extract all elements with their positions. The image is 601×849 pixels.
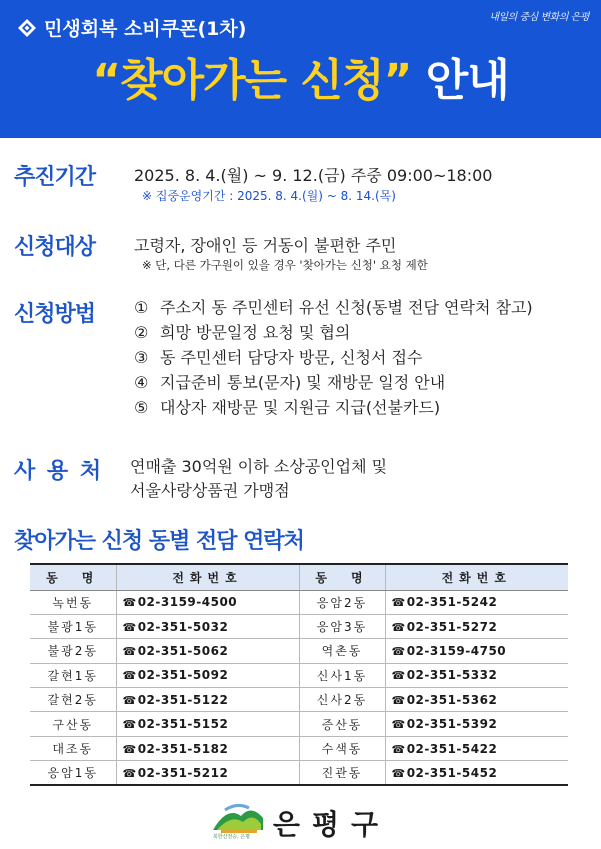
- page-title: [0, 44, 601, 108]
- title-tail: 안내: [411, 55, 509, 106]
- dong-cell: 신사1동: [299, 663, 385, 687]
- method-steps: [134, 295, 533, 420]
- method-step: ③ 동 주민센터 담당자 방문, 신청서 접수: [134, 348, 423, 367]
- eunpyeong-mountain-logo-icon: [211, 800, 265, 846]
- phone-icon: ☎: [122, 620, 137, 634]
- col-phone-header: 전화번호: [116, 564, 299, 590]
- usage-line2: 서울사랑상품권 가맹점: [130, 481, 290, 500]
- phone-icon: ☎: [122, 669, 137, 683]
- method-step: ② 희망 방문일정 요청 및 협의: [134, 323, 351, 342]
- phone-icon: ☎: [391, 718, 406, 732]
- target-label: 신청대상: [14, 235, 96, 260]
- phone-cell: ☎02-351-5032: [116, 614, 299, 638]
- phone-icon: ☎: [122, 766, 137, 780]
- phone-cell: ☎02-351-5242: [385, 590, 568, 614]
- method-label: 신청방법: [14, 302, 96, 327]
- phone-icon: ☎: [391, 644, 406, 658]
- phone-icon: ☎: [391, 693, 406, 707]
- usage-label: 사 용 처: [14, 459, 104, 484]
- col-dong-header: 동 명: [299, 564, 385, 590]
- phone-cell: ☎02-351-5182: [116, 736, 299, 760]
- district-name: 은평구: [272, 808, 391, 841]
- phone-icon: ☎: [391, 742, 406, 756]
- phone-icon: ☎: [391, 620, 406, 634]
- dong-cell: 대조동: [30, 736, 116, 760]
- dong-cell: 수색동: [299, 736, 385, 760]
- col-phone-header: 전화번호: [385, 564, 568, 590]
- phone-cell: ☎02-351-5212: [116, 761, 299, 785]
- table-row: [30, 639, 568, 663]
- phone-cell: ☎02-351-5122: [116, 688, 299, 712]
- phone-cell: ☎02-351-5272: [385, 614, 568, 638]
- method-step: ④ 지급준비 통보(문자) 및 재방문 일정 안내: [134, 373, 446, 392]
- phone-cell: ☎02-351-5092: [116, 663, 299, 687]
- dong-cell: 응암2동: [299, 590, 385, 614]
- phone-icon: ☎: [391, 766, 406, 780]
- phone-icon: ☎: [122, 596, 137, 610]
- header-banner: [0, 0, 601, 138]
- header-subtitle: [18, 14, 246, 41]
- table-header-row: [30, 564, 568, 590]
- phone-cell: ☎02-351-5332: [385, 663, 568, 687]
- dong-cell: 불광2동: [30, 639, 116, 663]
- phone-icon: ☎: [122, 742, 137, 756]
- dong-cell: 불광1동: [30, 614, 116, 638]
- title-quoted: “찾아가는 신청”: [92, 55, 412, 106]
- diamond-icon: [18, 19, 36, 37]
- phone-cell: ☎02-351-5152: [116, 712, 299, 736]
- target-text: 고령자, 장애인 등 거동이 불편한 주민: [134, 236, 397, 255]
- phone-cell: ☎02-351-5062: [116, 639, 299, 663]
- table-row: [30, 614, 568, 638]
- col-dong-header: 동 명: [30, 564, 116, 590]
- table-row: [30, 712, 568, 736]
- dong-cell: 구산동: [30, 712, 116, 736]
- dong-cell: 녹번동: [30, 590, 116, 614]
- table-row: [30, 736, 568, 760]
- phone-cell: ☎02-351-5392: [385, 712, 568, 736]
- phone-icon: ☎: [391, 596, 406, 610]
- contacts-title: 찾아가는 신청 동별 전담 연락처: [14, 529, 304, 554]
- phone-cell: ☎02-351-5422: [385, 736, 568, 760]
- usage-line1: 연매출 30억원 이하 소상공인업체 및: [130, 457, 388, 476]
- period-text: 2025. 8. 4.(월) ~ 9. 12.(금) 주중 09:00~18:00: [134, 166, 493, 185]
- dong-cell: 응암3동: [299, 614, 385, 638]
- target-note: ※ 단, 다른 가구원이 있을 경우 '찾아가는 신청' 요청 제한: [142, 258, 428, 272]
- contacts-table: [30, 563, 568, 786]
- table-row: [30, 663, 568, 687]
- period-label: 추진기간: [14, 165, 96, 190]
- phone-cell: ☎02-3159-4500: [116, 590, 299, 614]
- subtitle-text: 민생회복 소비쿠폰(1차): [44, 18, 247, 40]
- method-step: ⑤ 대상자 재방문 및 지원금 지급(선불카드): [134, 398, 441, 417]
- phone-cell: ☎02-3159-4750: [385, 639, 568, 663]
- dong-cell: 신사2동: [299, 688, 385, 712]
- period-note: ※ 집중운영기간 : 2025. 8. 4.(월) ~ 8. 14.(목): [142, 189, 396, 203]
- table-row: [30, 761, 568, 785]
- dong-cell: 갈현1동: [30, 663, 116, 687]
- dong-cell: 갈현2동: [30, 688, 116, 712]
- dong-cell: 진관동: [299, 761, 385, 785]
- phone-icon: ☎: [391, 669, 406, 683]
- dong-cell: 역촌동: [299, 639, 385, 663]
- phone-icon: ☎: [122, 693, 137, 707]
- dong-cell: 응암1동: [30, 761, 116, 785]
- phone-cell: ☎02-351-5452: [385, 761, 568, 785]
- phone-icon: ☎: [122, 718, 137, 732]
- logo-tagline: 북한산전승, 은평: [212, 834, 250, 840]
- footer: [0, 800, 601, 846]
- dong-cell: 증산동: [299, 712, 385, 736]
- slogan-text: 내일의 중심 변화의 은평: [489, 12, 589, 23]
- table-row: [30, 590, 568, 614]
- phone-icon: ☎: [122, 644, 137, 658]
- phone-cell: ☎02-351-5362: [385, 688, 568, 712]
- method-step: ① 주소지 동 주민센터 유선 신청(동별 전담 연락처 참고): [134, 298, 533, 317]
- table-row: [30, 688, 568, 712]
